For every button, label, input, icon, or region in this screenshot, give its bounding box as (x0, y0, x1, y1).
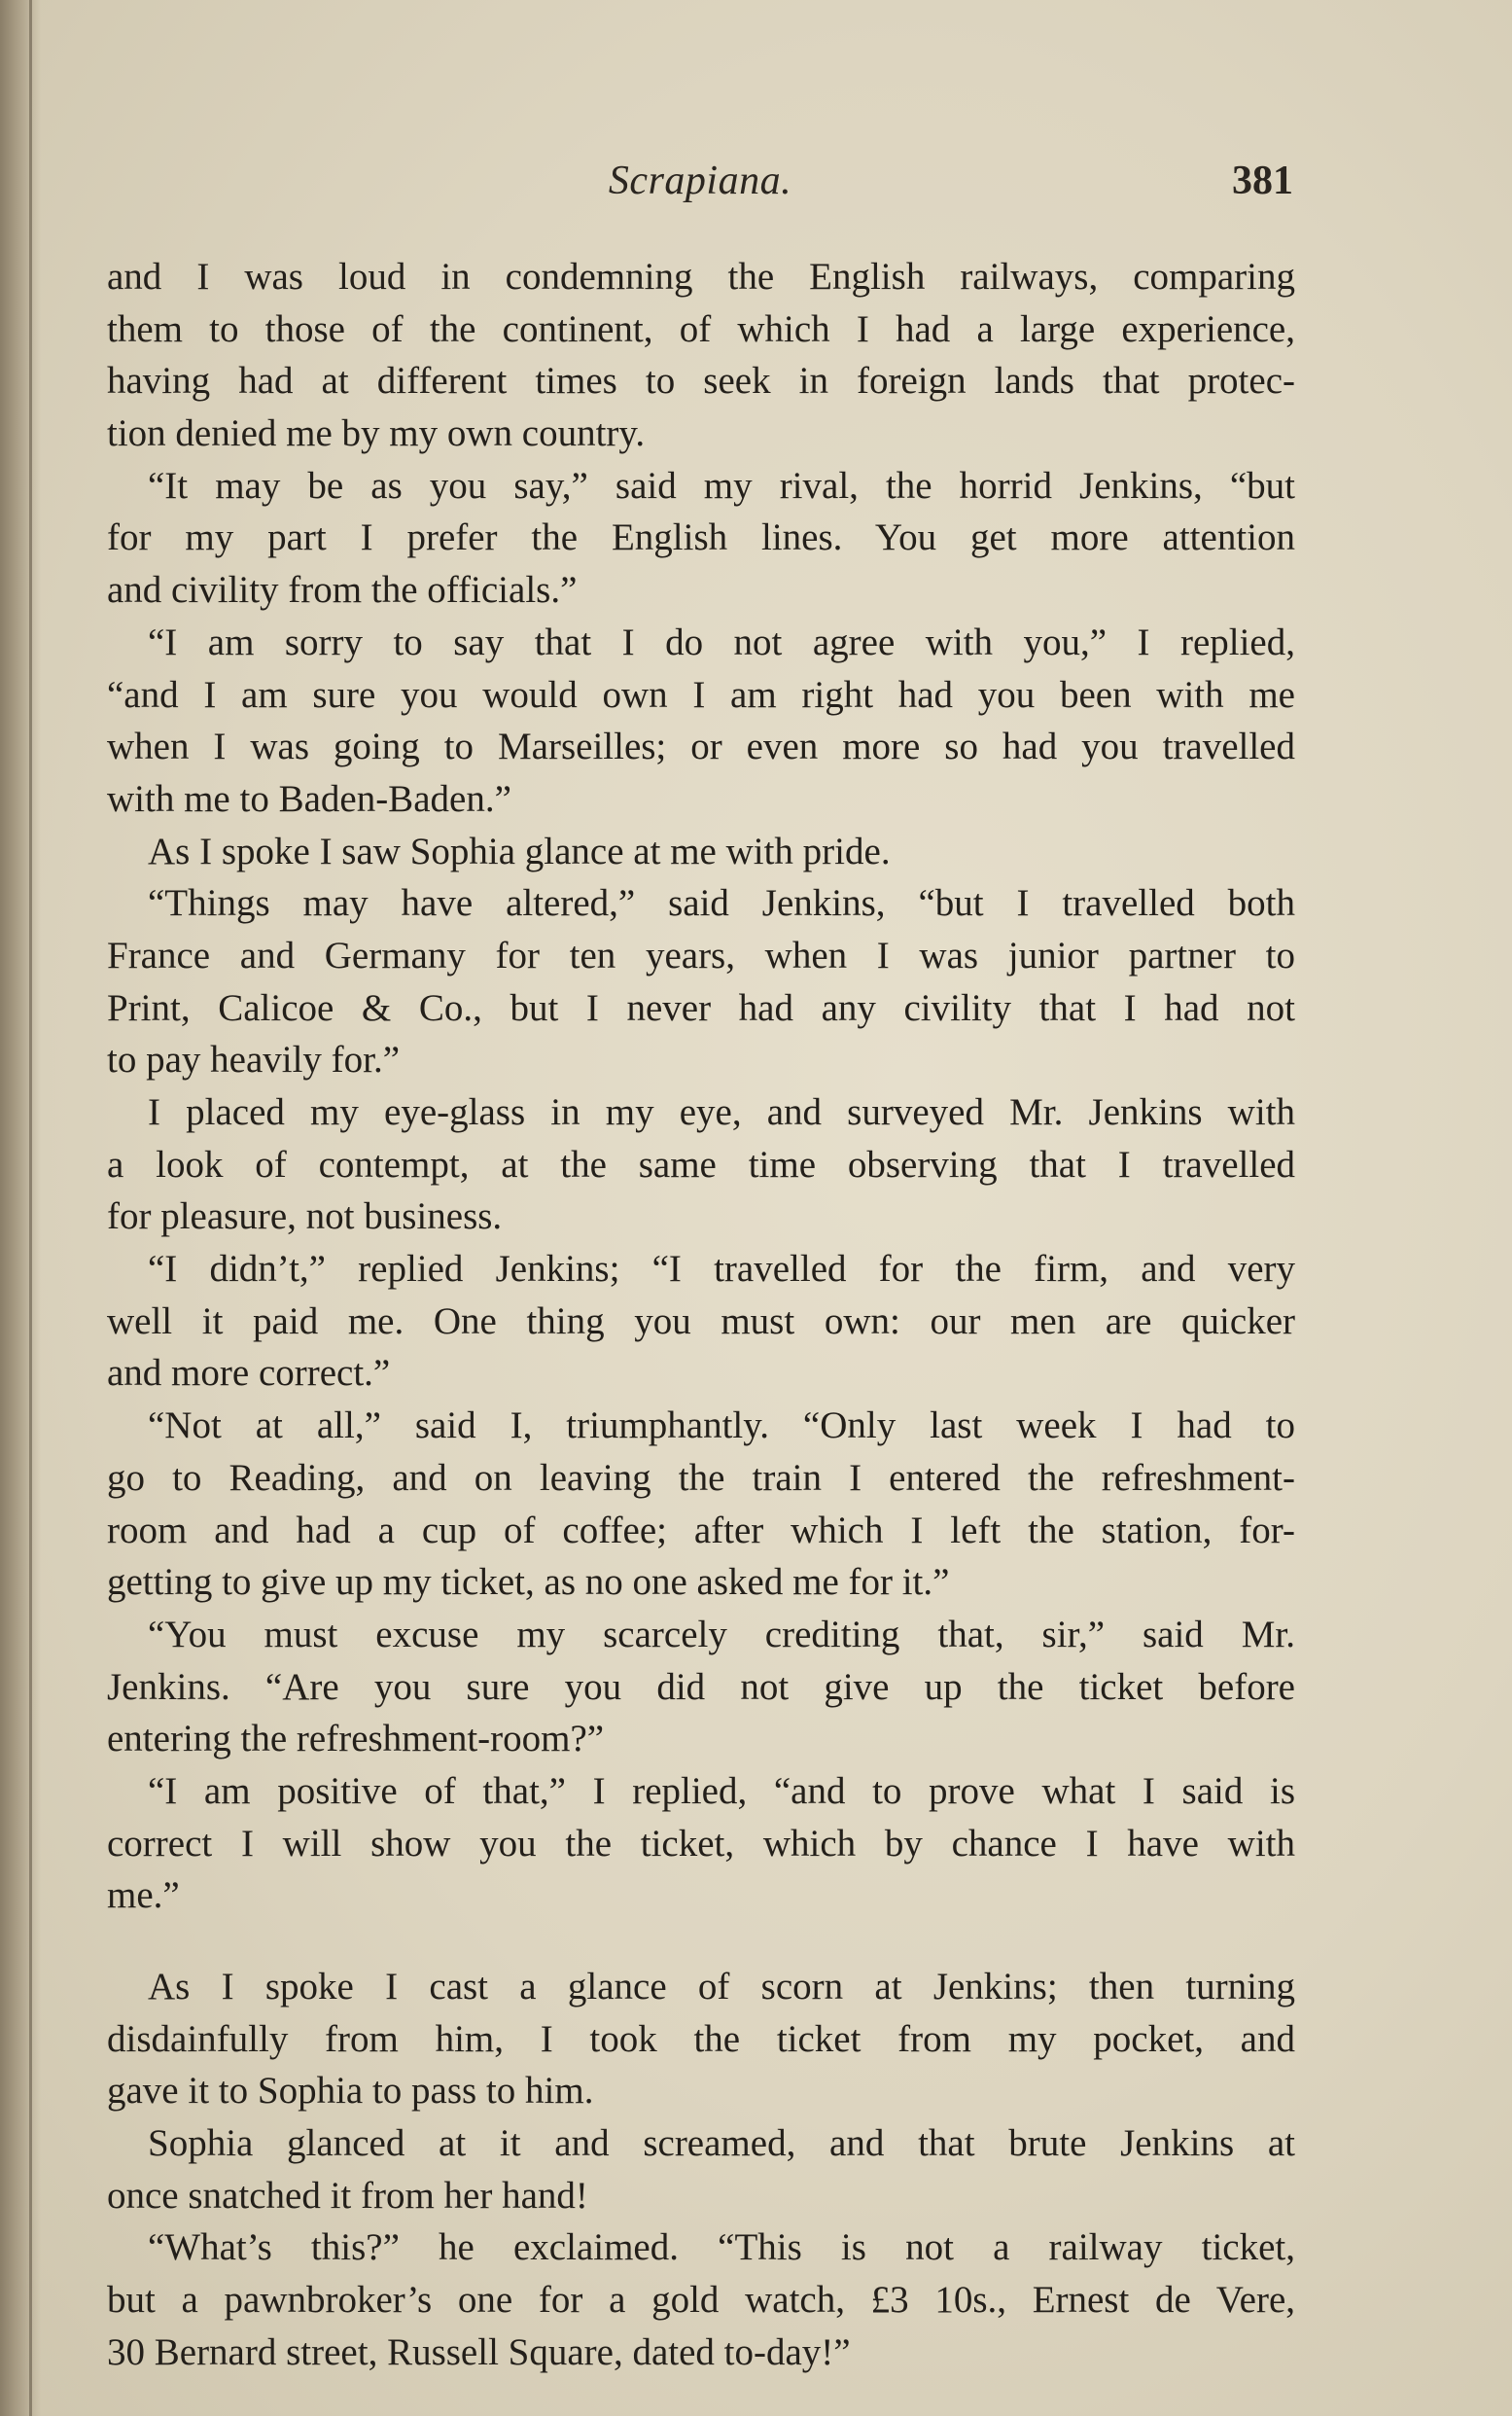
text-line: to pay heavily for.” (107, 1039, 401, 1082)
text-line: I placed my eye-glass in my eye, and surveyed Mr. Jenkins with (148, 1091, 1295, 1133)
text-line: As I spoke I saw Sophia glance at me with pride. (148, 830, 891, 872)
text-line: “Things may have altered,” said Jenkins, “but I travelled both (148, 882, 1295, 925)
text-line: a look of contempt, at the same time observing that I travelled (107, 1143, 1295, 1186)
text-line: but a pawnbroker’s one for a gold watch, £3 10s., Ernest de Vere, (107, 2279, 1295, 2322)
text-line: well it paid me. One thing you must own: our men are quicker (107, 1299, 1295, 1342)
text-line: for pleasure, not business. (107, 1195, 503, 1238)
text-line: and I was loud in condemning the English railways, comparing (107, 256, 1295, 298)
text-line: getting to give up my ticket, as no one asked me for it.” (107, 1561, 950, 1604)
text-line: “and I am sure you would own I am right had you been with me (107, 673, 1295, 716)
text-line: room and had a cup of coffee; after which I left the station, for- (107, 1509, 1295, 1551)
text-line: tion denied me by my own country. (107, 412, 646, 455)
text-line: “I didn’t,” replied Jenkins; “I travelled for the firm, and very (148, 1248, 1295, 1291)
text-line: them to those of the continent, of which I had a large experience, (107, 307, 1295, 350)
text-line: France and Germany for ten years, when I was junior partner to (107, 934, 1295, 977)
text-line: correct I will show you the ticket, which by chance I have with (107, 1822, 1295, 1865)
text-line: go to Reading, and on leaving the train I entered the refreshment- (107, 1456, 1295, 1499)
text-line: Sophia glanced at it and screamed, and that brute Jenkins at (148, 2122, 1295, 2165)
text-line: me.” (107, 1874, 180, 1917)
body-text (107, 251, 1295, 2379)
text-line: for my part I prefer the English lines. You get more attention (107, 516, 1295, 559)
text-line: and more correct.” (107, 1352, 391, 1395)
text-line: and civility from the officials.” (107, 569, 578, 612)
text-line: “I am positive of that,” I replied, “and to prove what I said is (148, 1769, 1295, 1812)
text-line: gave it to Sophia to pass to him. (107, 2070, 594, 2113)
text-line: entering the refreshment-room?” (107, 1718, 605, 1760)
text-line: “I am sorry to say that I do not agree with you,” I replied, (148, 621, 1295, 663)
binding-edge (29, 0, 32, 2416)
text-line: “What’s this?” he exclaimed. “This is not a railway ticket, (148, 2226, 1295, 2269)
text-line: when I was going to Marseilles; or even more so had you travelled (107, 726, 1295, 768)
page-number: 381 (1232, 159, 1293, 203)
running-head (107, 158, 1293, 216)
text-line: with me to Baden-Baden.” (107, 777, 511, 820)
text-line: once snatched it from her hand! (107, 2174, 588, 2217)
text-line: “Not at all,” said I, triumphantly. “Only last week I had to (148, 1404, 1295, 1447)
text-line: Print, Calicoe & Co., but I never had any civility that I had not (107, 986, 1295, 1029)
text-line: Jenkins. “Are you sure you did not give up the ticket before (107, 1665, 1295, 1708)
text-line: “You must excuse my scarcely crediting that, sir,” said Mr. (148, 1613, 1295, 1655)
text-line: disdainfully from him, I took the ticket from my pocket, and (107, 2017, 1295, 2060)
page-gutter (0, 0, 41, 2416)
text-line: “It may be as you say,” said my rival, the horrid Jenkins, “but (148, 464, 1295, 507)
running-title: Scrapiana. (608, 159, 792, 203)
text-line: As I spoke I cast a glance of scorn at Jenkins; then turning (148, 1966, 1295, 2007)
text-line: 30 Bernard street, Russell Square, dated to-day!” (107, 2330, 851, 2373)
text-line: having had at different times to seek in foreign lands that protec- (107, 360, 1295, 403)
